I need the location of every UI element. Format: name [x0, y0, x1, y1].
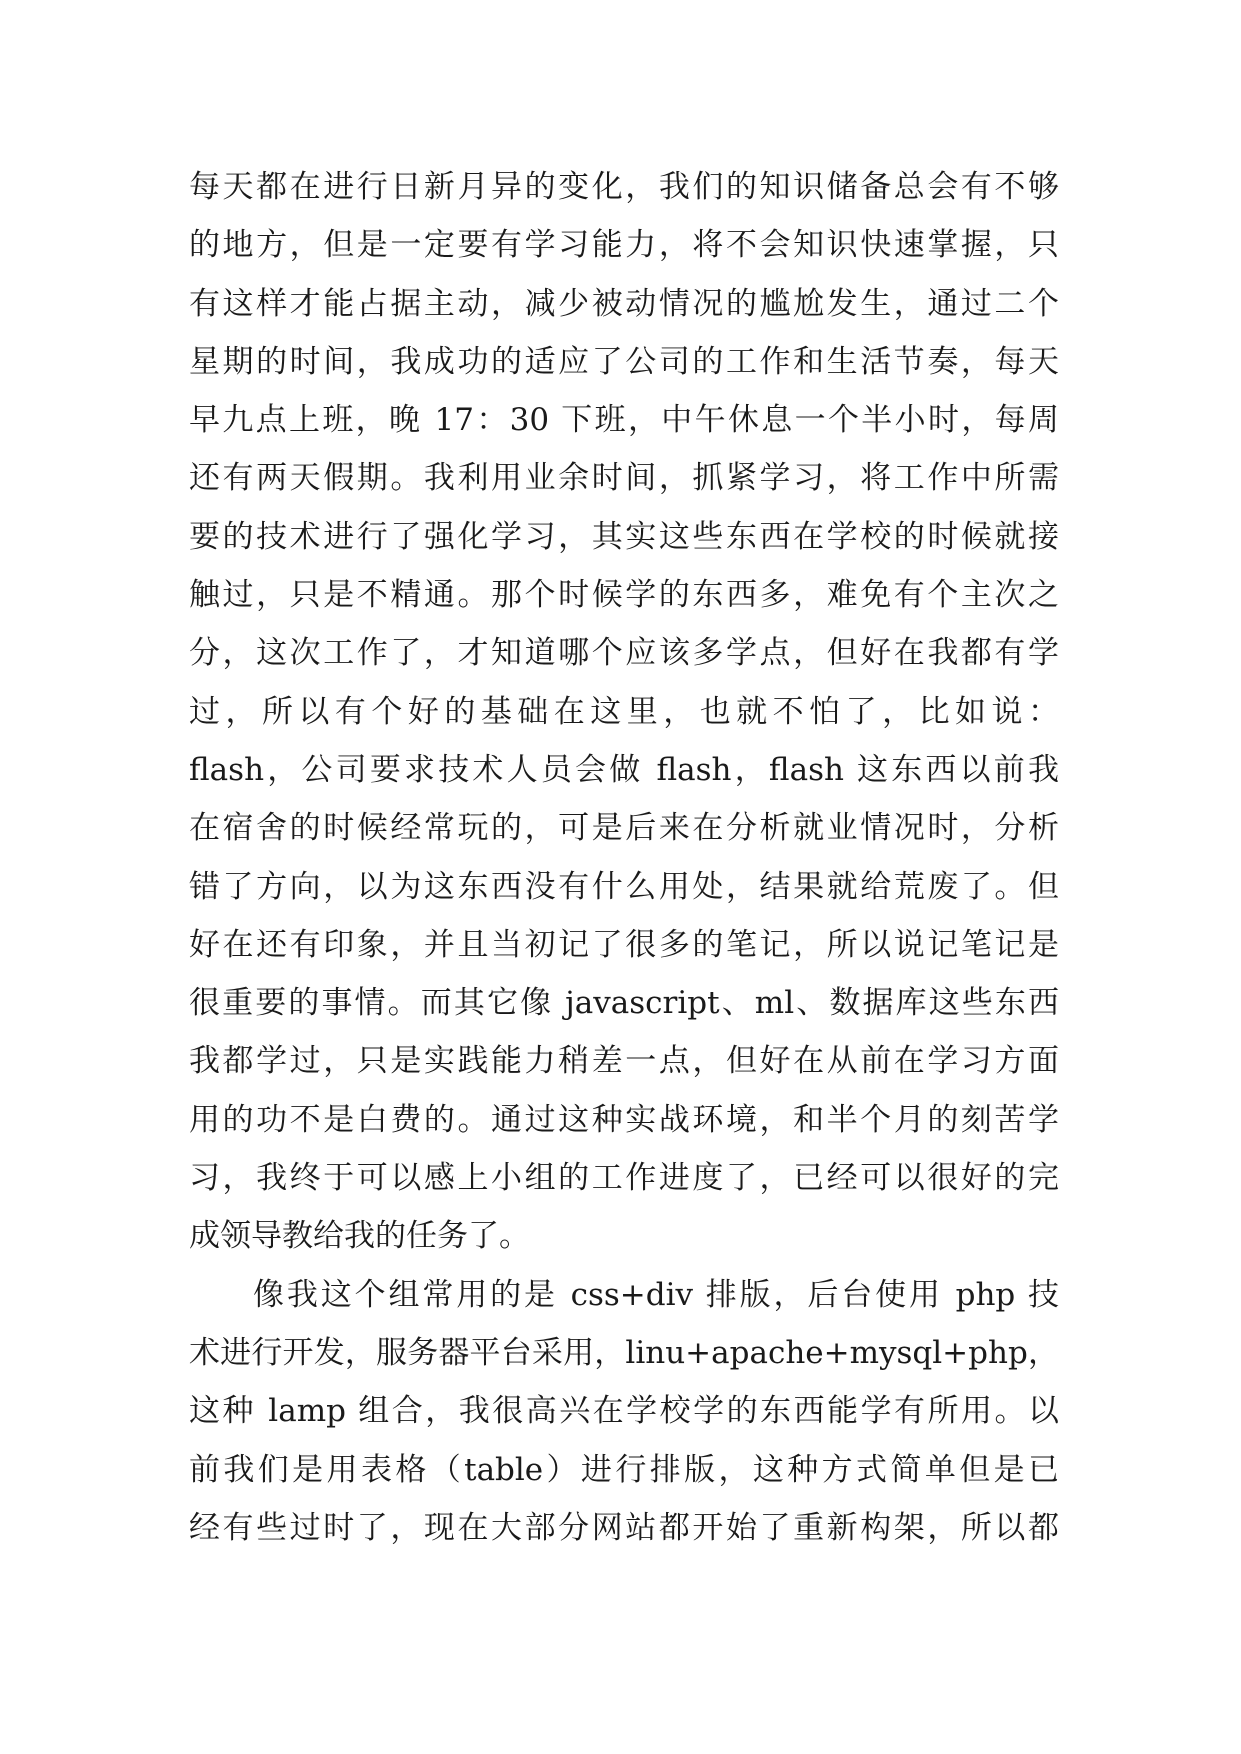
text-line: 在宿舍的时候经常玩的，可是后来在分析就业情况时，分析 [189, 810, 1059, 847]
paragraph-first-line: 像我这个组常用的是 css+div 排版，后台使用 php 技 [253, 1276, 1059, 1313]
text-line: 触过，只是不精通。那个时候学的东西多，难免有个主次之 [189, 577, 1059, 614]
text-line: 要的技术进行了强化学习，其实这些东西在学校的时候就接 [189, 518, 1059, 555]
text-line: flash，公司要求技术人员会做 flash，flash 这东西以前我 [189, 751, 1059, 788]
text-line: 错了方向，以为这东西没有什么用处，结果就给荒废了。但 [189, 868, 1059, 905]
text-line: 好在还有印象，并且当初记了很多的笔记，所以说记笔记是 [189, 926, 1059, 963]
text-line: 用的功不是白费的。通过这种实战环境，和半个月的刻苦学 [189, 1101, 1059, 1138]
paragraph-end-line: 成领导教给我的任务了。 [189, 1218, 530, 1255]
text-line: 分，这次工作了，才知道哪个应该多学点，但好在我都有学 [189, 635, 1059, 672]
text-line: 有这样才能占据主动，减少被动情况的尴尬发生，通过二个 [189, 285, 1059, 322]
text-line: 还有两天假期。我利用业余时间，抓紧学习，将工作中所需 [189, 460, 1059, 497]
text-line: 过，所以有个好的基础在这里，也就不怕了，比如说： [189, 693, 1059, 730]
body-text [189, 158, 1059, 1557]
text-line: 星期的时间，我成功的适应了公司的工作和生活节奏，每天 [189, 343, 1059, 380]
text-line: 我都学过，只是实践能力稍差一点，但好在从前在学习方面 [189, 1043, 1059, 1080]
text-line: 每天都在进行日新月异的变化，我们的知识储备总会有不够 [189, 169, 1059, 205]
text-line: 的地方，但是一定要有学习能力，将不会知识快速掌握，只 [189, 227, 1059, 264]
text-line: 前我们是用表格（table）进行排版，这种方式简单但是已 [189, 1451, 1059, 1488]
text-line: 这种 lamp 组合，我很高兴在学校学的东西能学有所用。以 [189, 1393, 1059, 1430]
text-line: 很重要的事情。而其它像 javascript、ml、数据库这些东西 [189, 985, 1059, 1022]
text-line: 习，我终于可以感上小组的工作进度了，已经可以很好的完 [189, 1160, 1059, 1197]
text-line: 经有些过时了，现在大部分网站都开始了重新构架，所以都 [189, 1509, 1059, 1546]
text-line: 术进行开发，服务器平台采用，linu+apache+mysql+php， [189, 1334, 1059, 1371]
text-line: 早九点上班，晚 17：30 下班，中午休息一个半小时，每周 [189, 402, 1059, 439]
